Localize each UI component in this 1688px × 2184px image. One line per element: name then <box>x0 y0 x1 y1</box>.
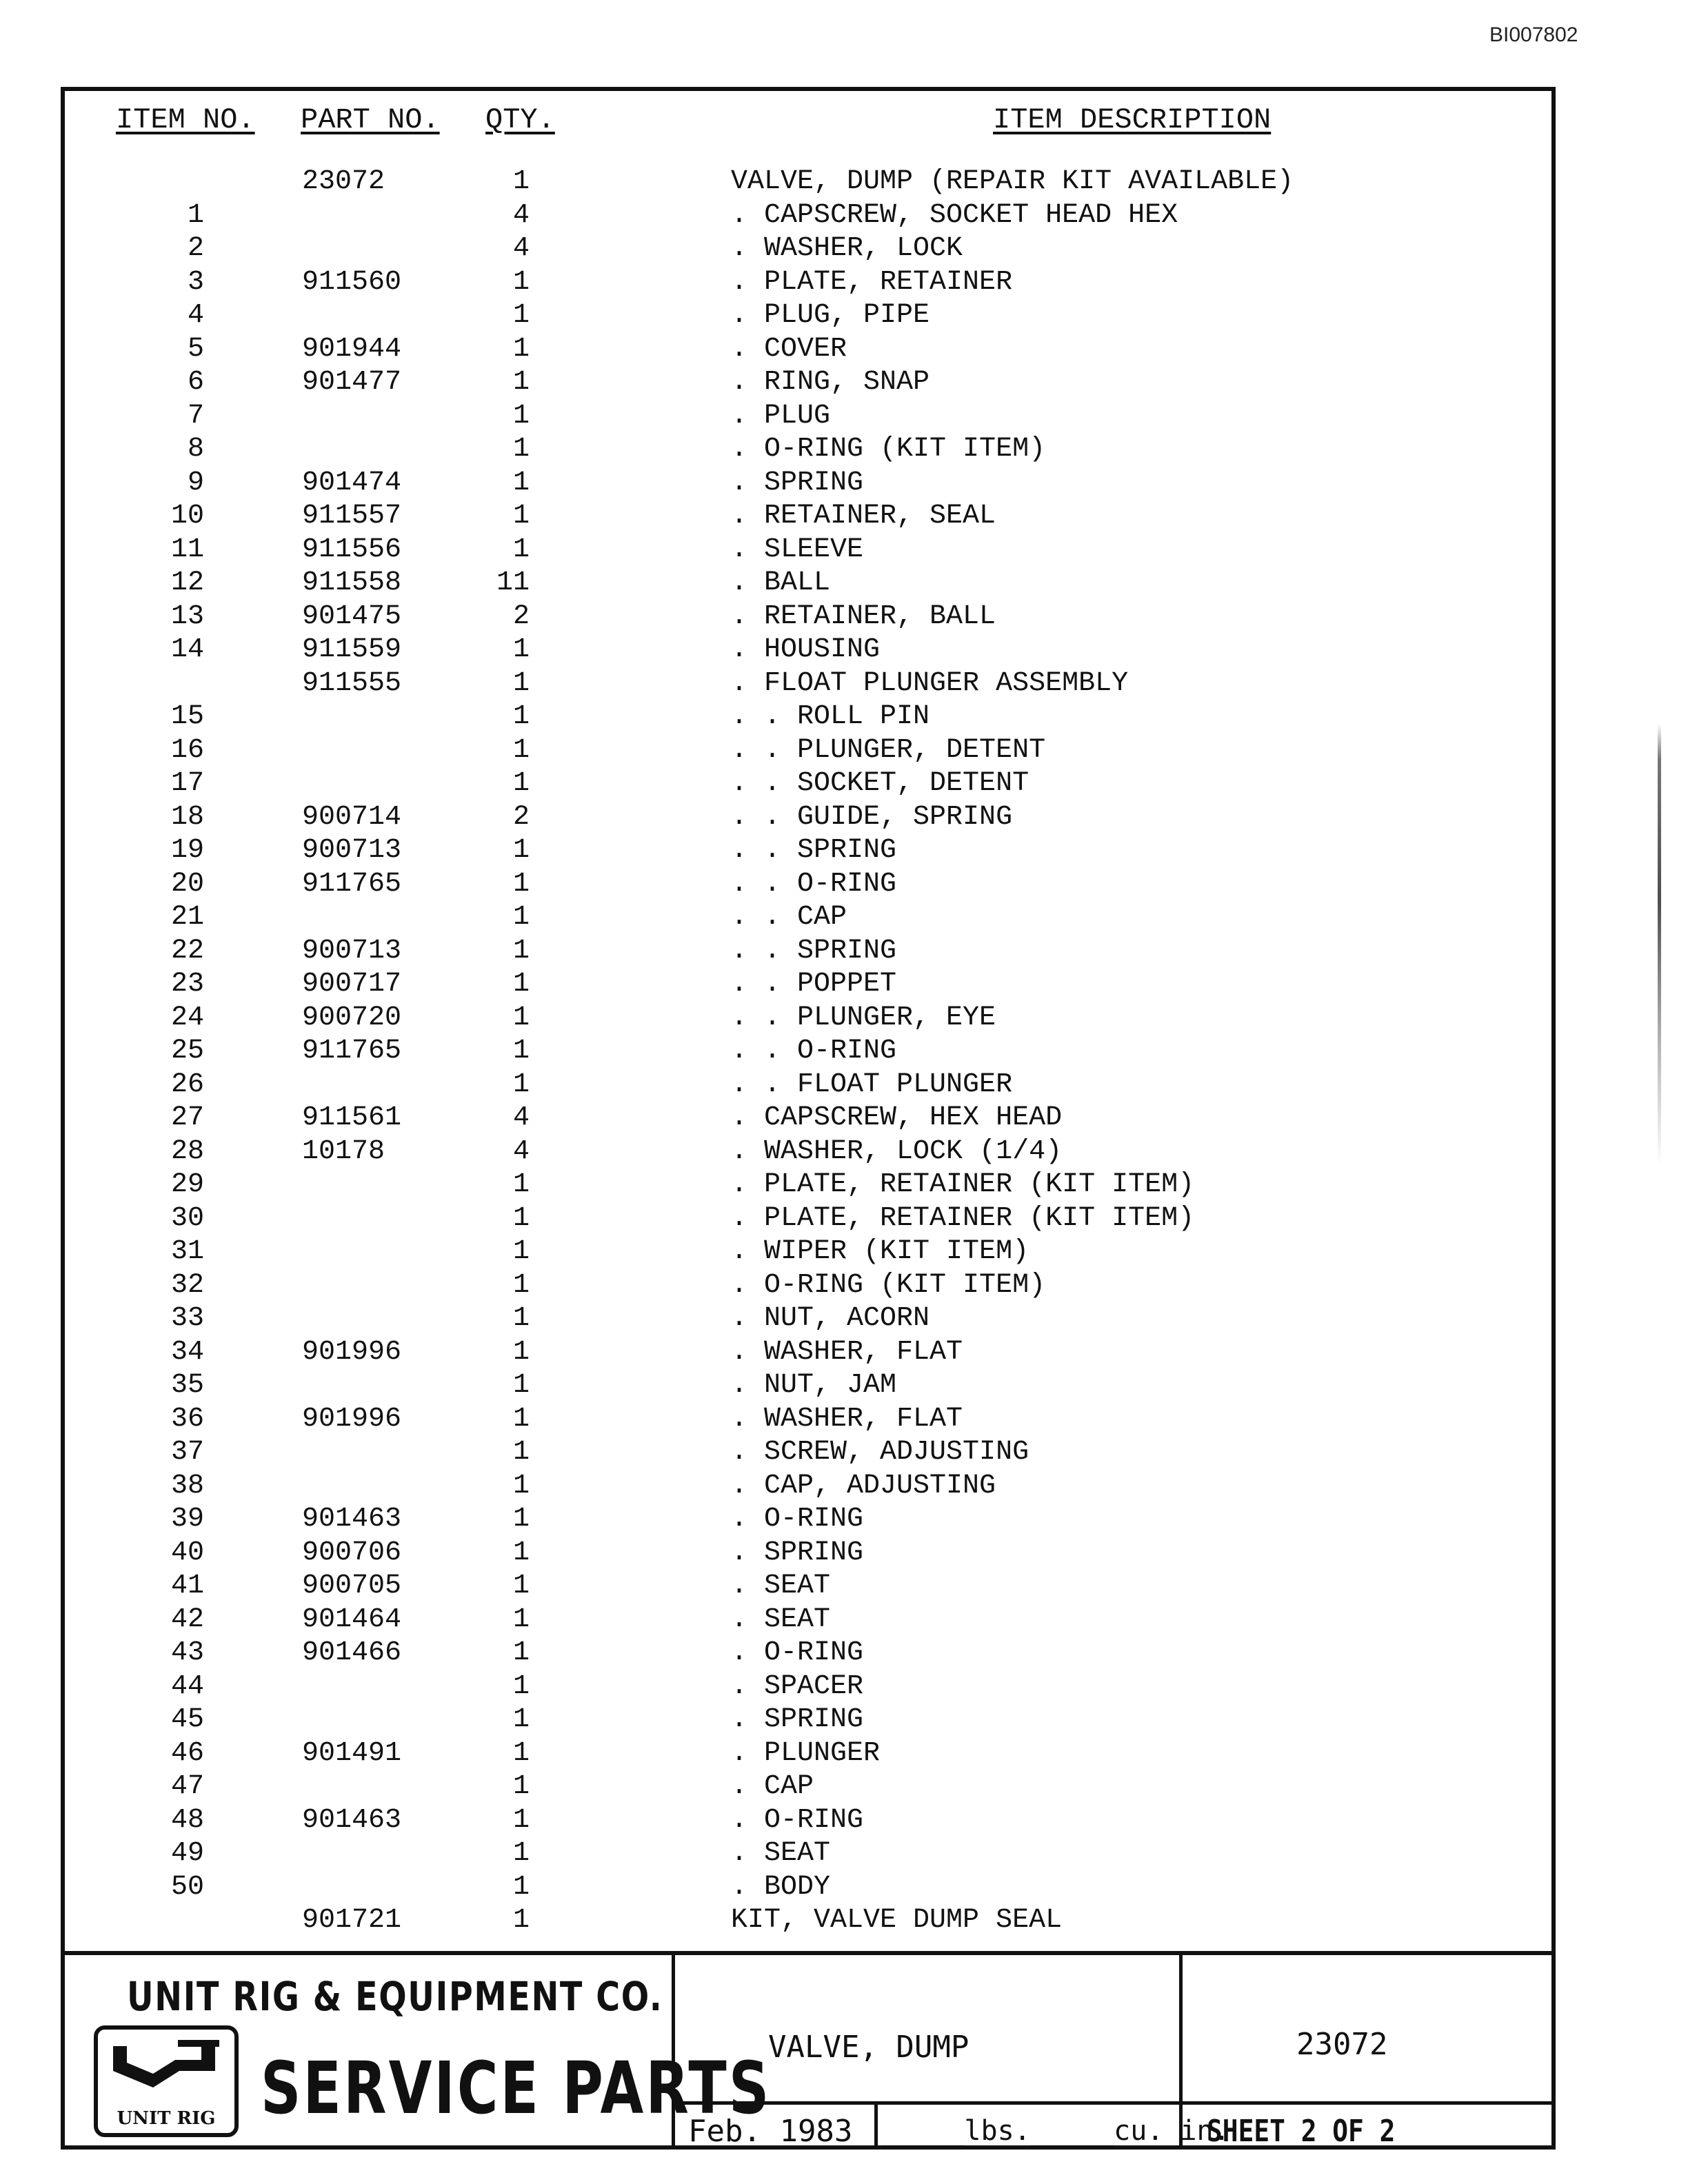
parts-row <box>0 567 1688 600</box>
parts-row <box>0 1837 1688 1870</box>
parts-row <box>0 534 1688 567</box>
quantity: 1 <box>512 1437 530 1468</box>
item-number: 42 <box>170 1604 204 1635</box>
item-description: . PLUNGER <box>731 1737 881 1769</box>
part-number: 911555 <box>302 667 402 699</box>
item-description: . RETAINER, BALL <box>731 600 996 632</box>
quantity: 1 <box>512 434 530 465</box>
item-description: . . FLOAT PLUNGER <box>731 1069 1013 1100</box>
quantity: 1 <box>512 1537 530 1568</box>
parts-row <box>0 1703 1688 1737</box>
quantity: 1 <box>512 1035 530 1066</box>
header-part-no: PART NO. <box>301 103 440 136</box>
item-description: . PLUG <box>731 400 831 432</box>
parts-row <box>0 968 1688 1001</box>
item-description: . SPACER <box>731 1670 864 1702</box>
part-number: 901996 <box>302 1336 402 1368</box>
part-number: 900706 <box>302 1537 402 1568</box>
scan-edge-mark <box>1658 724 1661 1165</box>
item-description: . PLATE, RETAINER (KIT ITEM) <box>731 1202 1195 1234</box>
parts-row <box>0 634 1688 667</box>
item-description: . BODY <box>731 1871 831 1903</box>
quantity: 1 <box>512 1236 530 1267</box>
item-description: . . GUIDE, SPRING <box>731 801 1013 833</box>
item-number: 43 <box>170 1637 204 1668</box>
item-description: VALVE, DUMP (REPAIR KIT AVAILABLE) <box>731 166 1294 197</box>
part-number: 911561 <box>302 1102 402 1133</box>
item-description: . . ROLL PIN <box>731 701 930 732</box>
quantity: 2 <box>512 600 530 632</box>
parts-row <box>0 165 1688 199</box>
parts-row <box>0 1202 1688 1235</box>
item-number: 4 <box>187 300 204 331</box>
logo-text: UNIT RIG <box>117 2108 216 2129</box>
item-number: 5 <box>187 333 204 365</box>
item-number: 28 <box>170 1135 204 1167</box>
part-number: 911765 <box>302 1035 402 1066</box>
item-description: . WASHER, LOCK (1/4) <box>731 1135 1063 1167</box>
quantity: 4 <box>512 1135 530 1167</box>
parts-row <box>0 299 1688 332</box>
company-name: UNIT RIG & EQUIPMENT CO. <box>127 1973 663 2020</box>
part-number: 911557 <box>302 501 402 532</box>
quantity: 1 <box>512 1637 530 1668</box>
item-number: 21 <box>170 902 204 933</box>
item-number: 12 <box>170 567 204 598</box>
item-description: . SCREW, ADJUSTING <box>731 1437 1029 1468</box>
item-number: 37 <box>170 1437 204 1468</box>
item-number: 14 <box>170 634 204 665</box>
parts-row <box>0 266 1688 299</box>
item-description: . . POPPET <box>731 969 897 1000</box>
quantity: 1 <box>512 734 530 766</box>
item-number: 2 <box>187 233 204 264</box>
item-description: . CAPSCREW, HEX HEAD <box>731 1102 1063 1133</box>
item-description: . SEAT <box>731 1838 831 1869</box>
item-number: 26 <box>170 1069 204 1100</box>
item-number: 23 <box>170 969 204 1000</box>
quantity: 1 <box>512 534 530 565</box>
item-number: 38 <box>170 1470 204 1502</box>
parts-row <box>0 734 1688 767</box>
quantity: 1 <box>512 1002 530 1033</box>
item-number: 33 <box>170 1303 204 1334</box>
parts-row <box>0 1135 1688 1169</box>
part-number: 900720 <box>302 1002 402 1033</box>
item-number: 46 <box>170 1737 204 1769</box>
logo-mark-icon <box>98 2030 234 2112</box>
item-description: . . O-RING <box>731 1035 897 1066</box>
item-description: . SPRING <box>731 467 864 498</box>
item-description: . O-RING <box>731 1504 864 1535</box>
part-number: 901464 <box>302 1604 402 1635</box>
part-number: 901466 <box>302 1637 402 1668</box>
quantity: 1 <box>512 501 530 532</box>
parts-row <box>0 667 1688 700</box>
item-number: 29 <box>170 1169 204 1200</box>
item-description: . NUT, ACORN <box>731 1303 930 1334</box>
item-number: 24 <box>170 1002 204 1033</box>
quantity: 1 <box>512 1670 530 1702</box>
parts-row <box>0 1069 1688 1102</box>
parts-row <box>0 1871 1688 1904</box>
item-description: . FLOAT PLUNGER ASSEMBLY <box>731 667 1129 699</box>
parts-row <box>0 801 1688 834</box>
item-description: KIT, VALVE DUMP SEAL <box>731 1905 1063 1936</box>
quantity: 1 <box>512 768 530 799</box>
item-description: . SEAT <box>731 1570 831 1601</box>
item-number: 41 <box>170 1570 204 1601</box>
quantity: 1 <box>512 1403 530 1435</box>
quantity: 4 <box>512 1102 530 1133</box>
item-description: . CAP <box>731 1771 814 1802</box>
item-description: . WASHER, LOCK <box>731 233 963 264</box>
item-description: . RETAINER, SEAL <box>731 501 996 532</box>
quantity: 1 <box>512 1804 530 1836</box>
item-description: . O-RING <box>731 1804 864 1836</box>
item-description: . COVER <box>731 333 847 365</box>
item-description: . . SPRING <box>731 935 897 967</box>
item-number: 31 <box>170 1236 204 1267</box>
parts-row <box>0 1302 1688 1335</box>
parts-row <box>0 834 1688 867</box>
quantity: 1 <box>512 367 530 398</box>
parts-row <box>0 1804 1688 1837</box>
item-number: 25 <box>170 1035 204 1066</box>
parts-row <box>0 467 1688 500</box>
parts-row <box>0 500 1688 533</box>
quantity: 1 <box>512 1771 530 1802</box>
item-number: 27 <box>170 1102 204 1133</box>
parts-row <box>0 1336 1688 1369</box>
parts-row <box>0 1637 1688 1670</box>
item-number: 17 <box>170 768 204 799</box>
part-number: 900714 <box>302 801 402 833</box>
quantity: 1 <box>512 1169 530 1200</box>
parts-row <box>0 1102 1688 1135</box>
parts-row <box>0 1369 1688 1402</box>
item-description: . O-RING (KIT ITEM) <box>731 434 1046 465</box>
item-description: . . O-RING <box>731 868 897 900</box>
item-number: 16 <box>170 734 204 766</box>
item-number: 35 <box>170 1370 204 1401</box>
parts-row <box>0 1503 1688 1536</box>
item-number: 30 <box>170 1202 204 1234</box>
quantity: 1 <box>512 1269 530 1301</box>
title-block-divider <box>672 2101 1551 2105</box>
item-number: 9 <box>187 467 204 498</box>
item-description: . PLUG, PIPE <box>731 300 930 331</box>
part-number: 901944 <box>302 333 402 365</box>
parts-row <box>0 935 1688 968</box>
quantity: 1 <box>512 1202 530 1234</box>
part-number: 901477 <box>302 367 402 398</box>
weight-volume-field: _____lbs._____cu. in. <box>881 2115 1230 2147</box>
item-description: . WIPER (KIT ITEM) <box>731 1236 1029 1267</box>
quantity: 1 <box>512 969 530 1000</box>
quantity: 1 <box>512 1604 530 1635</box>
part-number: 911560 <box>302 266 402 298</box>
item-number: 20 <box>170 868 204 900</box>
parts-row <box>0 700 1688 734</box>
part-number: 911558 <box>302 567 402 598</box>
quantity: 4 <box>512 233 530 264</box>
item-description: . SEAT <box>731 1604 831 1635</box>
quantity: 1 <box>512 467 530 498</box>
quantity: 1 <box>512 868 530 900</box>
item-number: 1 <box>187 199 204 231</box>
item-description: . NUT, JAM <box>731 1370 897 1401</box>
quantity: 1 <box>512 1737 530 1769</box>
parts-row <box>0 600 1688 634</box>
part-number: 900705 <box>302 1570 402 1601</box>
parts-row <box>0 1537 1688 1570</box>
item-number: 3 <box>187 266 204 298</box>
title-block-divider <box>874 2101 878 2145</box>
item-description: . . PLUNGER, EYE <box>731 1002 996 1033</box>
parts-row <box>0 1403 1688 1436</box>
parts-row <box>0 333 1688 366</box>
unit-rig-logo <box>94 2025 239 2137</box>
quantity: 1 <box>512 935 530 967</box>
service-parts-title: SERVICE PARTS <box>261 2046 772 2130</box>
item-description: . SPRING <box>731 1537 864 1568</box>
item-number: 18 <box>170 801 204 833</box>
parts-row <box>0 1670 1688 1703</box>
item-description: . SLEEVE <box>731 534 864 565</box>
part-number: 901996 <box>302 1403 402 1435</box>
part-number: 911556 <box>302 534 402 565</box>
quantity: 1 <box>512 667 530 699</box>
item-description: . PLATE, RETAINER <box>731 266 1013 298</box>
quantity: 1 <box>512 1470 530 1502</box>
parts-row <box>0 400 1688 433</box>
item-number: 45 <box>170 1704 204 1735</box>
item-description: . CAP, ADJUSTING <box>731 1470 996 1502</box>
item-description: . SPRING <box>731 1704 864 1735</box>
sheet-number: SHEET 2 OF 2 <box>1207 2114 1396 2149</box>
item-number: 44 <box>170 1670 204 1702</box>
quantity: 1 <box>512 1838 530 1869</box>
issue-date: Feb. 1983 <box>688 2114 853 2149</box>
parts-row <box>0 1770 1688 1803</box>
item-description: . PLATE, RETAINER (KIT ITEM) <box>731 1169 1195 1200</box>
parts-row <box>0 433 1688 466</box>
title-part-number: 23072 <box>1296 2027 1388 2062</box>
item-number: 48 <box>170 1804 204 1836</box>
quantity: 1 <box>512 1336 530 1368</box>
item-number: 36 <box>170 1403 204 1435</box>
parts-row <box>0 1904 1688 1937</box>
part-number: 911765 <box>302 868 402 900</box>
quantity: 1 <box>512 166 530 197</box>
item-number: 7 <box>187 400 204 432</box>
part-number: 911559 <box>302 634 402 665</box>
item-number: 11 <box>170 534 204 565</box>
quantity: 1 <box>512 902 530 933</box>
parts-row <box>0 901 1688 934</box>
parts-row <box>0 1002 1688 1035</box>
parts-row <box>0 1737 1688 1770</box>
item-number: 15 <box>170 701 204 732</box>
item-number: 8 <box>187 434 204 465</box>
item-description: . . SPRING <box>731 835 897 866</box>
quantity: 4 <box>512 199 530 231</box>
item-number: 40 <box>170 1537 204 1568</box>
parts-row <box>0 868 1688 901</box>
quantity: 1 <box>512 1370 530 1401</box>
quantity: 1 <box>512 1303 530 1334</box>
quantity: 1 <box>512 1871 530 1903</box>
header-qty: QTY. <box>485 103 555 136</box>
quantity: 1 <box>512 634 530 665</box>
quantity: 1 <box>512 1570 530 1601</box>
parts-row <box>0 1235 1688 1268</box>
item-description: . WASHER, FLAT <box>731 1336 963 1368</box>
item-description: . O-RING <box>731 1637 864 1668</box>
part-number: 901721 <box>302 1905 402 1936</box>
part-number: 900713 <box>302 835 402 866</box>
document-id: BI007802 <box>1489 23 1578 46</box>
quantity: 1 <box>512 701 530 732</box>
part-number: 900713 <box>302 935 402 967</box>
item-description: . HOUSING <box>731 634 881 665</box>
quantity: 1 <box>512 1905 530 1936</box>
quantity: 11 <box>496 567 530 598</box>
parts-row <box>0 1604 1688 1637</box>
quantity: 1 <box>512 400 530 432</box>
item-number: 19 <box>170 835 204 866</box>
item-number: 34 <box>170 1336 204 1368</box>
quantity: 1 <box>512 1069 530 1100</box>
part-number: 901474 <box>302 467 402 498</box>
part-number: 901491 <box>302 1737 402 1769</box>
item-number: 32 <box>170 1269 204 1301</box>
title-description: VALVE, DUMP <box>768 2030 969 2065</box>
parts-row <box>0 199 1688 232</box>
quantity: 1 <box>512 333 530 365</box>
parts-row <box>0 1470 1688 1503</box>
part-number: 10178 <box>302 1135 385 1167</box>
parts-row <box>0 366 1688 399</box>
item-number: 10 <box>170 501 204 532</box>
parts-row <box>0 1169 1688 1202</box>
item-number: 50 <box>170 1871 204 1903</box>
item-description: . . CAP <box>731 902 847 933</box>
quantity: 1 <box>512 1704 530 1735</box>
header-item-description: ITEM DESCRIPTION <box>993 103 1272 136</box>
parts-row <box>0 1436 1688 1469</box>
item-number: 39 <box>170 1504 204 1535</box>
item-number: 49 <box>170 1838 204 1869</box>
header-item-no: ITEM NO. <box>116 103 255 136</box>
quantity: 2 <box>512 801 530 833</box>
item-description: . . SOCKET, DETENT <box>731 768 1029 799</box>
item-number: 47 <box>170 1771 204 1802</box>
parts-row <box>0 1035 1688 1068</box>
parts-row <box>0 767 1688 800</box>
item-description: . WASHER, FLAT <box>731 1403 963 1435</box>
item-description: . RING, SNAP <box>731 367 930 398</box>
part-number: 901463 <box>302 1504 402 1535</box>
part-number: 23072 <box>302 166 385 197</box>
item-number: 13 <box>170 600 204 632</box>
part-number: 901475 <box>302 600 402 632</box>
item-number: 6 <box>187 367 204 398</box>
quantity: 1 <box>512 835 530 866</box>
title-block <box>65 1951 1551 2149</box>
item-description: . . PLUNGER, DETENT <box>731 734 1046 766</box>
quantity: 1 <box>512 300 530 331</box>
item-number: 22 <box>170 935 204 967</box>
parts-row <box>0 232 1688 265</box>
quantity: 1 <box>512 1504 530 1535</box>
part-number: 901463 <box>302 1804 402 1836</box>
part-number: 900717 <box>302 969 402 1000</box>
item-description: . O-RING (KIT ITEM) <box>731 1269 1046 1301</box>
parts-row <box>0 1269 1688 1302</box>
item-description: . BALL <box>731 567 831 598</box>
item-description: . CAPSCREW, SOCKET HEAD HEX <box>731 199 1178 231</box>
parts-row <box>0 1570 1688 1603</box>
quantity: 1 <box>512 266 530 298</box>
